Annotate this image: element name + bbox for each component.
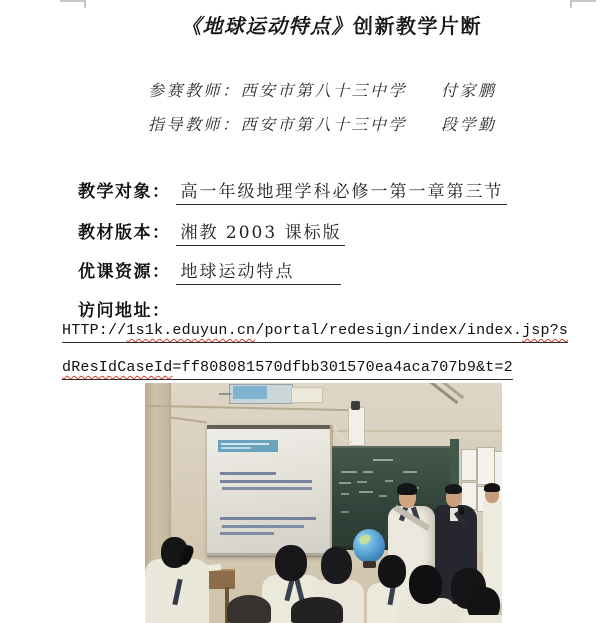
credit-name: 付家鹏 <box>441 81 497 100</box>
title-rest-part: 创新教学片断 <box>353 14 482 38</box>
field-value: 地球运动特点 <box>176 262 341 285</box>
credit-name: 段学勤 <box>441 115 497 134</box>
slide-bullet-line <box>222 525 304 528</box>
slide-title-chip <box>218 440 278 452</box>
url-param-value: =ff808081570dfbb301570ea4aca707b9&t=2 <box>172 359 513 376</box>
field-value: 高一年级地理学科必修一第一章第三节 <box>176 182 507 205</box>
slide-title-text <box>221 443 269 445</box>
chalk-writing <box>359 491 373 493</box>
ceiling-pipe <box>430 383 459 404</box>
student-head <box>275 545 307 581</box>
student-head <box>409 565 442 604</box>
url-path: /portal/redesign/index/index. <box>255 322 523 339</box>
projector-mount-blue <box>233 386 267 399</box>
title-quoted-part: 《地球运动特点》 <box>181 14 353 38</box>
chalk-writing <box>403 471 417 473</box>
classroom-photo <box>145 383 502 623</box>
resource-url-line2[interactable] <box>62 359 513 380</box>
mount-arm <box>219 393 231 395</box>
credit-line-contest-teacher <box>148 78 497 101</box>
resource-url-line1[interactable] <box>62 322 568 343</box>
student-head <box>378 555 406 588</box>
url-tld-flagged: cn <box>236 322 256 339</box>
microphone <box>459 507 464 515</box>
slide-bullet-line <box>222 487 312 490</box>
posted-paper <box>477 447 495 485</box>
chalk-writing <box>339 482 351 484</box>
chalk-writing <box>363 471 373 473</box>
credit-label: 指导教师：西安市第八十三中学 <box>148 115 408 134</box>
field-access-address <box>78 296 171 321</box>
teacher-hair <box>445 484 462 494</box>
url-scheme: HTTP:// <box>62 322 127 339</box>
chalk-writing <box>341 471 357 473</box>
student-shoulder <box>459 615 502 623</box>
page-margin-mark-right <box>570 0 596 8</box>
student-head-foreground <box>291 597 343 623</box>
field-teaching-target <box>78 177 507 202</box>
globe-base <box>363 561 376 568</box>
page-margin-mark-left <box>60 0 86 8</box>
posted-paper <box>461 449 477 481</box>
chalk-writing <box>341 493 349 495</box>
field-label: 教材版本： <box>78 223 171 243</box>
field-label: 优课资源： <box>78 262 171 282</box>
field-value: 湘教 2003 课标版 <box>176 223 345 246</box>
url-ext-flagged: jsp?s <box>522 322 569 339</box>
slide-bullet-line <box>220 480 312 483</box>
chalk-writing <box>385 480 393 482</box>
chalk-writing <box>373 459 393 461</box>
field-label: 教学对象： <box>78 182 171 202</box>
mount-box-white <box>291 387 323 403</box>
slide-bullet-line <box>220 472 276 475</box>
chalk-writing <box>357 481 367 483</box>
url-host-flagged: 1s1k.eduyun. <box>126 322 237 339</box>
screen-bottom-shade <box>207 553 330 557</box>
document-title <box>0 10 605 39</box>
wall-wire-2 <box>171 417 207 424</box>
device-wire <box>334 423 352 443</box>
chalk-writing <box>379 495 387 497</box>
slide-bullet-line <box>220 517 316 520</box>
student-right-hair <box>484 483 500 492</box>
student-presenter-hair <box>397 483 417 495</box>
student-head-foreground <box>227 595 271 623</box>
slide-title-text-2 <box>221 447 251 449</box>
credit-line-guide-teacher <box>148 112 497 135</box>
slide-bullet-line <box>220 532 274 535</box>
field-label: 访问地址： <box>78 301 171 321</box>
field-lesson-resource <box>78 257 341 282</box>
chalk-writing <box>341 511 349 513</box>
wall-wire <box>145 405 355 411</box>
student-head <box>321 547 352 584</box>
credit-label: 参赛教师：西安市第八十三中学 <box>148 81 408 100</box>
url-param-flagged: dResIdCaseId <box>62 359 173 376</box>
field-textbook-version <box>78 218 345 243</box>
screen-top-strip <box>207 425 330 429</box>
wall-device-cap <box>351 401 360 410</box>
